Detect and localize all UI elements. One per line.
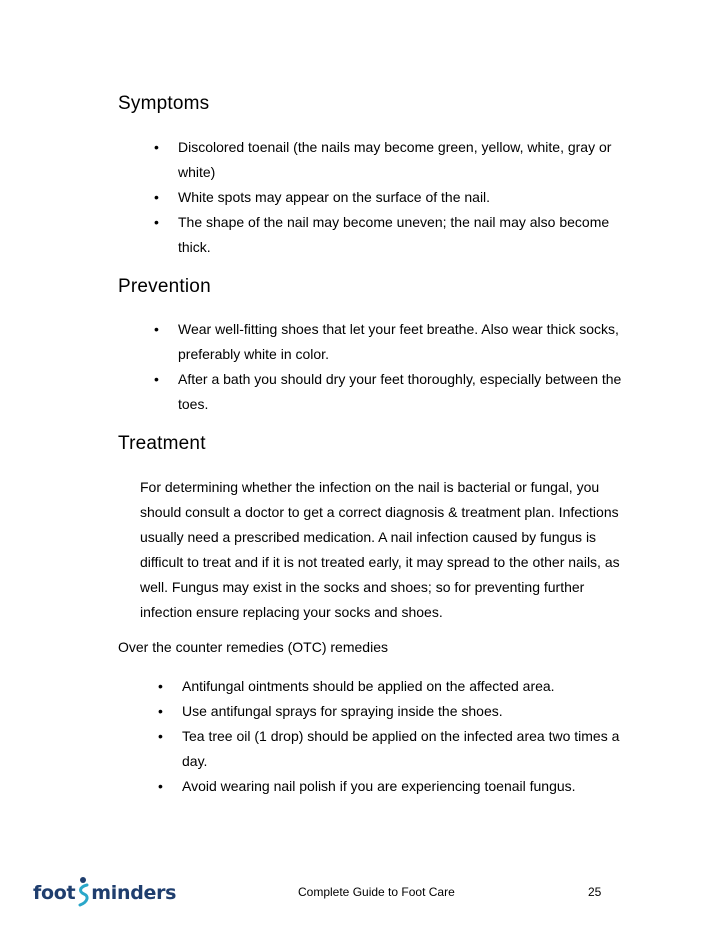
list-item: • Wear well-fitting shoes that let your feet breathe. Also wear thick socks, preferably white in color. (178, 317, 642, 367)
list-item: • Use antifungal sprays for spraying inside the shoes. (182, 699, 644, 724)
otc-intro: Over the counter remedies (OTC) remedies (118, 639, 388, 655)
foot-figure-icon (76, 876, 90, 910)
treatment-heading: Treatment (118, 433, 206, 454)
prevention-heading: Prevention (118, 276, 211, 297)
list-item: • After a bath you should dry your feet thoroughly, especially between the toes. (178, 367, 642, 417)
treatment-paragraph: For determining whether the infection on the nail is bacterial or fungal, you should consult a doctor to get a correct diagnosis & treatment plan. Infections usually need a prescribed medication. A nail infection caused by fungus is difficult to treat and if it is not treated early, it may spread to the other nails, as well. Fungus may exist in the socks and shoes; so for preventing further infection ensure replacing your socks and shoes. (140, 479, 620, 620)
logo-text-right: minders (91, 882, 177, 904)
logo-text-left: foot (33, 882, 76, 904)
list-item: • The shape of the nail may become uneven; the nail may also become thick. (178, 210, 638, 260)
list-item: • Avoid wearing nail polish if you are experiencing toenail fungus. (182, 774, 644, 799)
symptoms-list (178, 135, 638, 260)
list-item: • Antifungal ointments should be applied on the affected area. (182, 674, 644, 699)
list-item: • Tea tree oil (1 drop) should be applied on the infected area two times a day. (182, 724, 644, 774)
list-item: • White spots may appear on the surface of the nail. (178, 185, 638, 210)
footminders-logo (33, 876, 176, 910)
page-number: 25 (588, 885, 602, 899)
prevention-list (178, 317, 642, 417)
otc-list (182, 674, 644, 799)
symptoms-heading: Symptoms (118, 93, 210, 114)
footer-title: Complete Guide to Foot Care (298, 885, 455, 899)
list-item: • Discolored toenail (the nails may become green, yellow, white, gray or white) (178, 135, 638, 185)
